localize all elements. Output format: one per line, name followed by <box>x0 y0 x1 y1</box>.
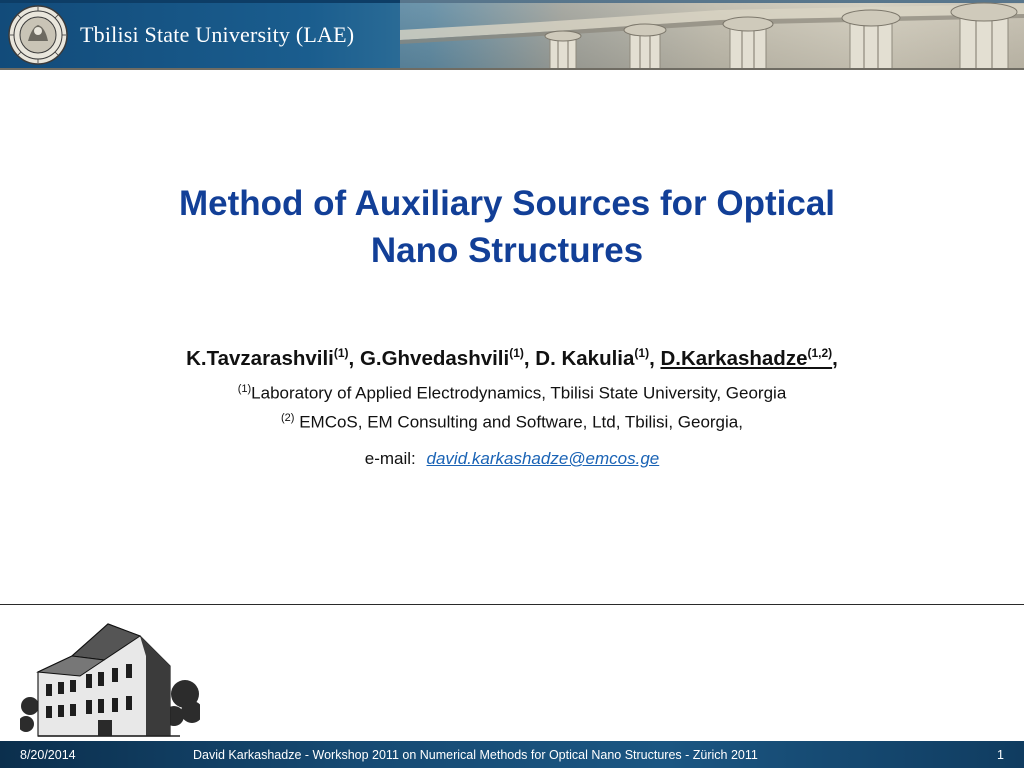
presentation-title <box>112 180 902 274</box>
title-line-1: Method of Auxiliary Sources for Optical <box>178 184 836 223</box>
footer-bar <box>0 741 1024 768</box>
author-4-presenter: D.Karkashadze$^{(1,2)}$, <box>660 346 838 370</box>
footer-date: 8/20/2014 <box>20 748 76 762</box>
email-link[interactable]: david.karkashadze@emcos.ge <box>426 449 660 468</box>
university-name: Tbilisi State University (LAE) <box>80 22 355 47</box>
university-building-image <box>20 616 200 740</box>
university-seal-icon <box>8 5 68 65</box>
email-label: e-mail: <box>364 449 416 468</box>
author-3: D. Kakulia$^{(1)}$, <box>535 346 661 370</box>
title-line-2: Nano Structures <box>370 231 644 270</box>
author-list <box>40 346 984 371</box>
affiliation-1: $^{(1)}$Laboratory of Applied Electrodynamics, Tbilisi State University, Georgia <box>237 383 787 403</box>
slide-number: 1 <box>997 748 1004 762</box>
content-divider <box>0 604 1024 605</box>
author-1: K.Tavzarashvili$^{(1)}$, <box>186 346 360 370</box>
affiliation-2: $^{(2)}$ EMCoS, EM Consulting and Software, Ltd, Tbilisi, Georgia, <box>281 412 743 432</box>
columns-image <box>400 0 1024 70</box>
footer-caption: David Karkashadze - Workshop 2011 on Numerical Methods for Optical Nano Structures - Zürich 2011 <box>193 748 758 762</box>
contact-email <box>40 449 984 469</box>
header-banner <box>0 0 1024 70</box>
author-2: G.Ghvedashvili$^{(1)}$, <box>359 346 536 370</box>
banner-bottom-rule <box>0 68 1024 70</box>
